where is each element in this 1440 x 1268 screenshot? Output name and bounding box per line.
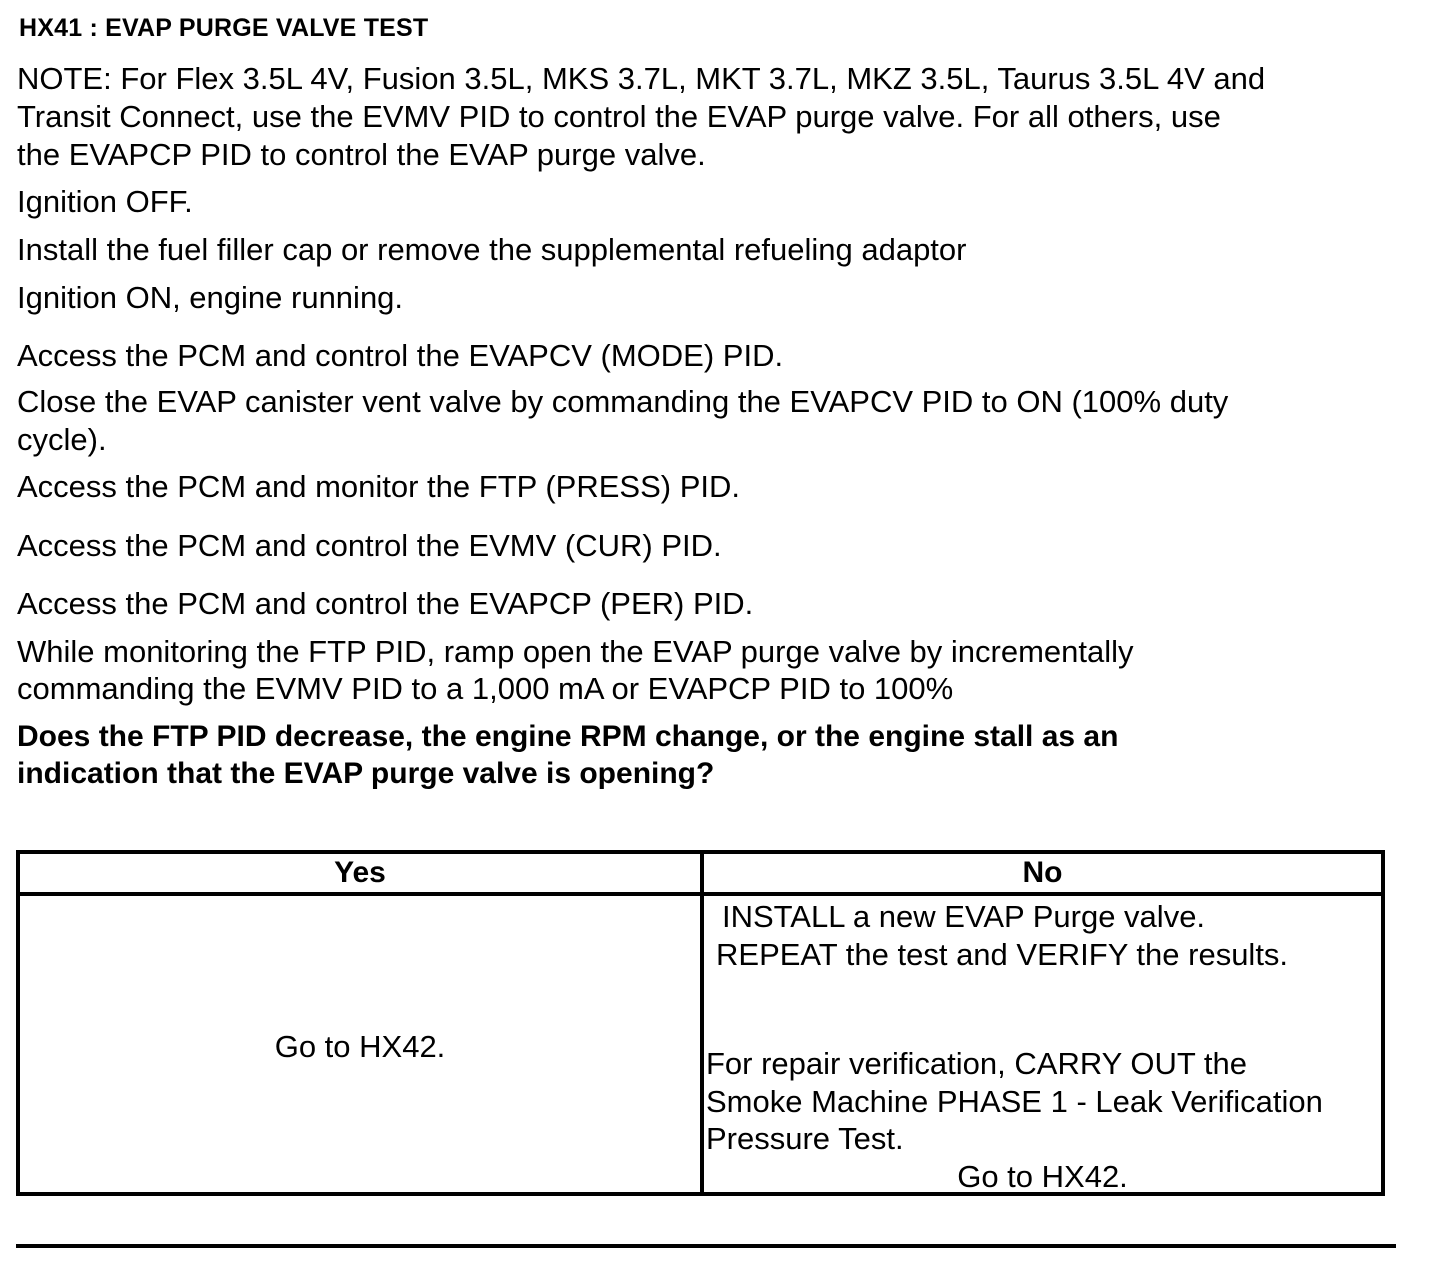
step-close-vent-line-2: cycle).: [17, 422, 107, 457]
no-cell-repeat: REPEAT the test and VERIFY the results.: [716, 937, 1289, 972]
no-cell-verification-1: For repair verification, CARRY OUT the: [706, 1046, 1247, 1081]
yes-cell-goto: Go to HX42.: [274, 1029, 446, 1064]
no-cell-goto: Go to HX42.: [957, 1159, 1128, 1194]
header-divider: [20, 892, 1381, 896]
note-line-3: the EVAPCP PID to control the EVAP purge valve.: [17, 137, 706, 172]
question-line-2: indication that the EVAP purge valve is opening?: [17, 757, 715, 790]
step-control-evapcv: Access the PCM and control the EVAPCV (MODE) PID.: [17, 338, 784, 373]
no-cell-verification-3: Pressure Test.: [706, 1121, 904, 1156]
step-control-evapcp: Access the PCM and control the EVAPCP (PER) PID.: [17, 586, 754, 621]
step-ramp-line-1: While monitoring the FTP PID, ramp open the EVAP purge valve by incrementally: [17, 634, 1134, 669]
step-control-evmv: Access the PCM and control the EVMV (CUR) PID.: [17, 528, 722, 563]
step-ignition-off: Ignition OFF.: [17, 184, 193, 219]
question-line-1: Does the FTP PID decrease, the engine RPM change, or the engine stall as an: [17, 720, 1119, 753]
page-title: HX41 : EVAP PURGE VALVE TEST: [19, 14, 429, 42]
yes-header: Yes: [334, 856, 386, 889]
step-install-cap: Install the fuel filler cap or remove the supplemental refueling adaptor: [17, 232, 967, 267]
note-line-1: NOTE: For Flex 3.5L 4V, Fusion 3.5L, MKS 3.7L, MKT 3.7L, MKZ 3.5L, Taurus 3.5L 4V and: [17, 61, 1266, 96]
step-close-vent-line-1: Close the EVAP canister vent valve by commanding the EVAPCV PID to ON (100% duty: [17, 384, 1229, 419]
result-table: [16, 850, 1385, 1196]
note-line-2: Transit Connect, use the EVMV PID to control the EVAP purge valve. For all others, use: [17, 99, 1221, 134]
step-monitor-ftp: Access the PCM and monitor the FTP (PRESS) PID.: [17, 469, 741, 504]
test-question: [17, 718, 1118, 792]
step-ramp-line-2: commanding the EVMV PID to a 1,000 mA or EVAPCP PID to 100%: [17, 671, 954, 706]
no-cell-install: INSTALL a new EVAP Purge valve.: [722, 899, 1206, 934]
no-header: No: [1022, 856, 1063, 889]
bottom-rule: [16, 1244, 1396, 1248]
column-divider: [700, 854, 704, 1192]
step-ignition-on: Ignition ON, engine running.: [17, 280, 404, 315]
no-cell-verification-2: Smoke Machine PHASE 1 - Leak Verification: [706, 1084, 1323, 1119]
